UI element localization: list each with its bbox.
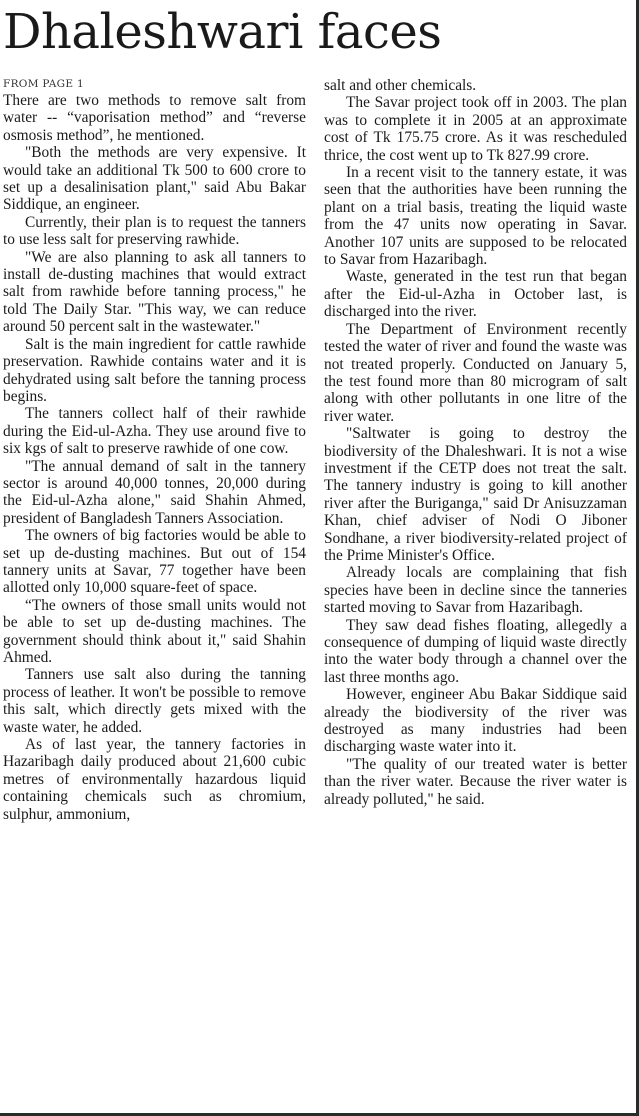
- paragraph: Already locals are complaining that fish species have been in decline since the tanneries started moving to Savar from Hazaribagh.: [324, 564, 627, 617]
- paragraph: “The owners of those small units would not be able to set up de-dusting machines. The government should think about it," said Shahin Ahmed.: [3, 596, 306, 666]
- paragraph: In a recent visit to the tannery estate, it was seen that the authorities have been running the plant on a trial basis, treating the liquid waste from the 47 units now operating in Savar. Another 107 units are supposed to be relocated to Savar from Hazaribagh.: [324, 164, 627, 269]
- paragraph: Tanners use salt also during the tanning process of leather. It won't be possible to remove this salt, which directly gets mixed with the waste water, he added.: [3, 666, 306, 736]
- paragraph: The owners of big factories would be able to set up de-dusting machines. But out of 154 tannery units at Savar, 77 together have been allotted only 10,000 square-feet of space.: [3, 527, 306, 597]
- article-column-right: [324, 77, 627, 808]
- paragraph: Waste, generated in the test run that began after the Eid-ul-Azha in October last, is discharged into the river.: [324, 268, 627, 321]
- paragraph: The Department of Environment recently tested the water of river and found the waste was not treated properly. Conducted on January 5, the test found more than 80 microgram of salt along with other pollutants in one litre of the river water.: [324, 320, 627, 425]
- headline: Dhaleshwari faces: [3, 4, 442, 60]
- paragraph: Salt is the main ingredient for cattle rawhide preservation. Rawhide contains water and it is dehydrated using salt before the tanning process begins.: [3, 335, 306, 405]
- kicker: FROM PAGE 1: [3, 78, 84, 90]
- paragraph: However, engineer Abu Bakar Siddique said already the biodiversity of the river was destroyed as many industries had been discharging waste water into it.: [324, 686, 627, 756]
- paragraph: They saw dead fishes floating, allegedly a consequence of dumping of liquid waste directly into the water body through a channel over the last three months ago.: [324, 616, 627, 686]
- article-column-left: [3, 77, 306, 823]
- paragraph: salt and other chemicals.: [324, 77, 477, 94]
- paragraph: The tanners collect half of their rawhide during the Eid-ul-Azha. They use around five to six kgs of salt to preserve rawhide of one cow.: [3, 405, 306, 458]
- paragraph: As of last year, the tannery factories in Hazaribagh daily produced about 21,600 cubic metres of environmentally hazardous liquid containing chemicals such as chromium, sulphur, ammonium,: [3, 736, 306, 823]
- paragraph: "We are also planning to ask all tanners to install de-dusting machines that would extract salt from rawhide before tanning process," he told The Daily Star. "This way, we can reduce around 50 percent salt in the wastewater.": [3, 248, 306, 336]
- paragraph: There are two methods to remove salt from water -- “vaporisation method” and “reverse osmosis method”, he mentioned.: [3, 92, 306, 144]
- paragraph: Currently, their plan is to request the tanners to use less salt for preserving rawhide.: [3, 213, 306, 249]
- paragraph: "Both the methods are very expensive. It would take an additional Tk 500 to 600 crore to set up a desalinisation plant," said Abu Bakar Siddique, an engineer.: [3, 144, 306, 214]
- paragraph: The Savar project took off in 2003. The plan was to complete it in 2005 at an approximate cost of Tk 175.75 crore. As it was rescheduled thrice, the cost went up to Tk 827.99 crore.: [324, 94, 627, 164]
- paragraph: "The annual demand of salt in the tannery sector is around 40,000 tonnes, 20,000 during the Eid-ul-Azha alone," said Shahin Ahmed, president of Bangladesh Tanners Association.: [3, 457, 306, 527]
- paragraph: "Saltwater is going to destroy the biodiversity of the Dhaleshwari. It is not a wise investment if the CETP does not treat the salt. The tannery industry is going to kill another river after the Buriganga," said Dr Anisuzzaman Khan, chief adviser of Nodi O Jiboner Sondhane, a river biodiversity-related project of the Prime Minister's Office.: [324, 425, 627, 564]
- paragraph: "The quality of our treated water is better than the river water. Because the river water is already polluted," he said.: [324, 755, 627, 808]
